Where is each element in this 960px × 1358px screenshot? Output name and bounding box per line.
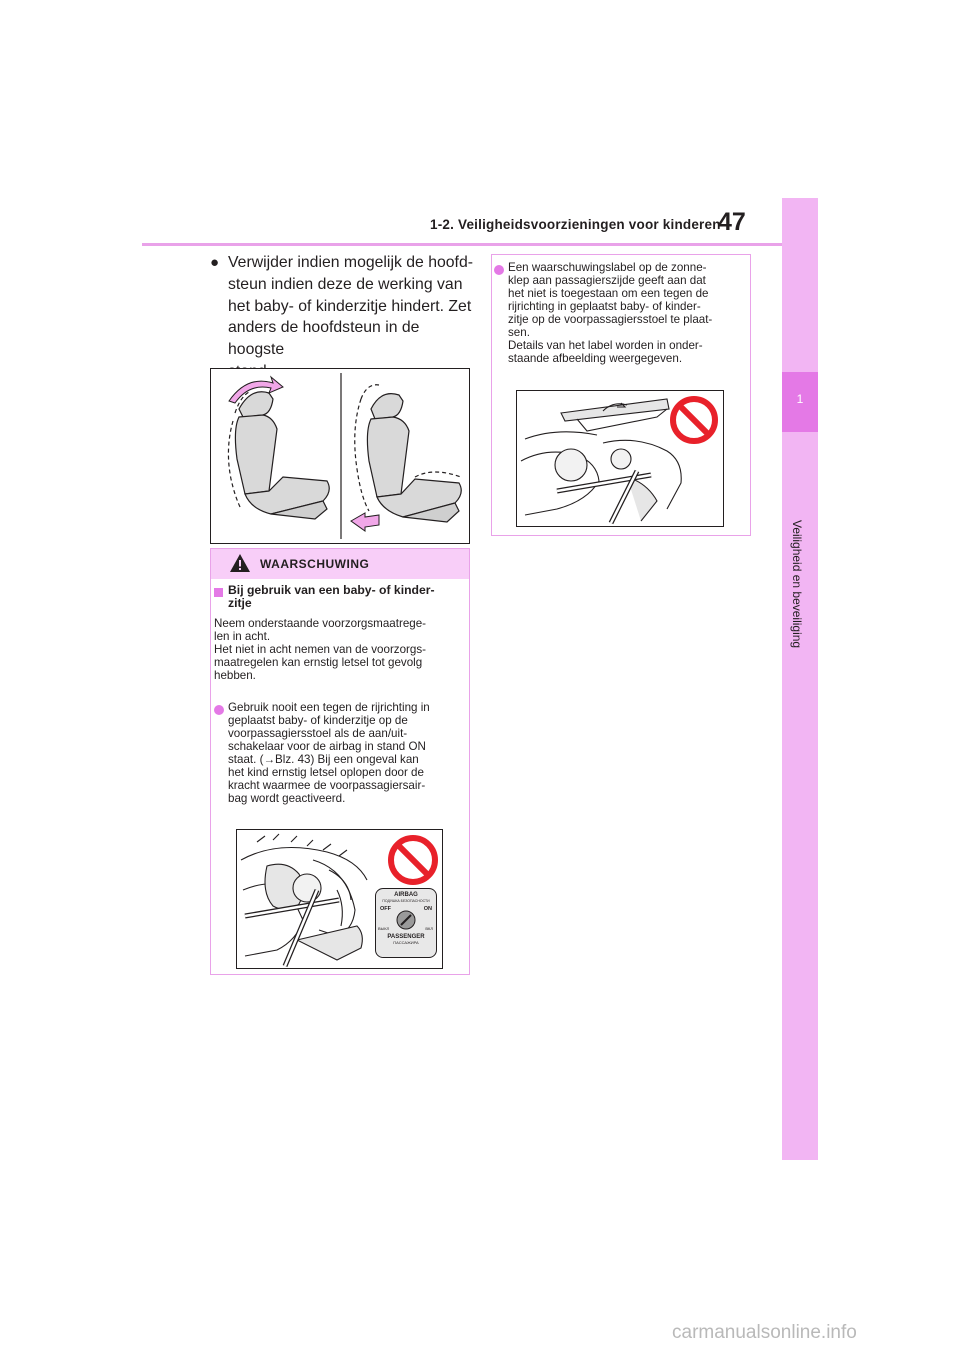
text-line: het kind ernstig letsel oplopen door de <box>228 766 424 779</box>
chapter-side-tab <box>782 198 818 1160</box>
text-line: Bij gebruik van een baby- of kinder- <box>228 583 435 597</box>
airbag-off-ru-label: ВЫКЛ <box>378 926 390 931</box>
airbag-on-label: ON <box>423 906 432 912</box>
airbag-on-ru-label: ВКЛ <box>425 926 433 931</box>
text-line: voorpassagiersstoel als de aan/uit- <box>228 727 408 740</box>
text-line: bag wordt geactiveerd. <box>228 792 346 805</box>
seat-illustration <box>211 369 469 543</box>
text-line: klep aan passagierszijde geeft aan dat <box>508 274 706 287</box>
sun-visor-figure <box>516 390 724 527</box>
warning-triangle-icon <box>229 553 251 578</box>
seat-left <box>235 392 329 519</box>
sun-visor-label-note <box>508 261 744 365</box>
chapter-title: Veiligheid en beveiliging <box>790 520 804 649</box>
prohibited-icon <box>387 834 439 891</box>
main-instruction <box>228 252 478 383</box>
airbag-passenger-label: PASSENGER <box>387 934 425 940</box>
headrest-removal-figure <box>210 368 470 544</box>
text-line: rijrichting in geplaatst baby- of kinder- <box>508 300 701 313</box>
round-bullet-icon <box>214 705 224 715</box>
airbag-off-label: OFF <box>380 906 391 912</box>
text-line: Het niet in acht nemen van de voorzorgs- <box>214 643 427 656</box>
warning-heading <box>228 584 460 610</box>
page-number: 47 <box>718 208 746 236</box>
text-line: het baby- of kinderzitje hindert. Zet <box>228 297 472 315</box>
warning-title: WAARSCHUWING <box>260 557 370 571</box>
text-line: hebben. <box>214 669 256 682</box>
text-line: anders de hoofdsteun in de hoogste <box>228 319 420 359</box>
section-title: 1-2. Veiligheidsvoorzieningen voor kinderen <box>430 217 721 232</box>
text-line: zitje <box>228 596 252 610</box>
header-divider <box>142 243 782 246</box>
airbag-status-label <box>375 888 437 958</box>
airbag-warning-figure <box>236 829 443 969</box>
text-line: schakelaar voor de airbag in stand ON <box>228 740 426 753</box>
text-line: Details van het label worden in onder- <box>508 339 703 352</box>
airbag-label-subtitle: ПОДУШКА БЕЗОПАСНОСТИ <box>382 899 430 903</box>
text-line: Verwijder indien mogelijk de hoofd- <box>228 254 473 271</box>
text-line: kracht waarmee de voorpassagiersair- <box>228 779 426 792</box>
warning-bullet <box>228 701 464 805</box>
footer-watermark: carmanualsonline.info <box>672 1322 857 1343</box>
text-line: geplaatst baby- of kinderzitje op de <box>228 714 408 727</box>
text-line: staande afbeelding weergegeven. <box>508 352 683 365</box>
text-line: zitje op de voorpassagiersstoel te plaat- <box>508 313 713 326</box>
text-line: Een waarschuwingslabel op de zonne- <box>508 261 707 274</box>
text-line: het niet is toegestaan om een tegen de <box>508 287 709 300</box>
airbag-label-title: AIRBAG <box>394 892 418 898</box>
text-line: staat. (→Blz. 43) Bij een ongeval kan <box>228 753 419 766</box>
text-line: steun indien deze de werking van <box>228 275 463 293</box>
slide-arrow <box>351 513 379 531</box>
bullet-icon: ● <box>210 254 220 271</box>
text-line: sen. <box>508 326 530 339</box>
warning-paragraph <box>214 617 462 682</box>
round-bullet-icon <box>494 265 504 275</box>
prohibited-icon <box>669 395 719 450</box>
seat-right <box>367 394 461 522</box>
text-line: maatregelen kan ernstig letsel tot gevolg <box>214 656 423 669</box>
airbag-key-switch-icon <box>396 910 416 930</box>
chapter-number: 1 <box>796 392 804 406</box>
text-line: Gebruik nooit een tegen de rijrichting in <box>228 701 430 714</box>
text-line: Neem onderstaande voorzorgsmaatrege- <box>214 617 427 630</box>
square-bullet-icon <box>214 588 223 597</box>
text-line: len in acht. <box>214 630 271 643</box>
airbag-passenger-ru-label: ПАССАЖИРА <box>393 940 419 945</box>
